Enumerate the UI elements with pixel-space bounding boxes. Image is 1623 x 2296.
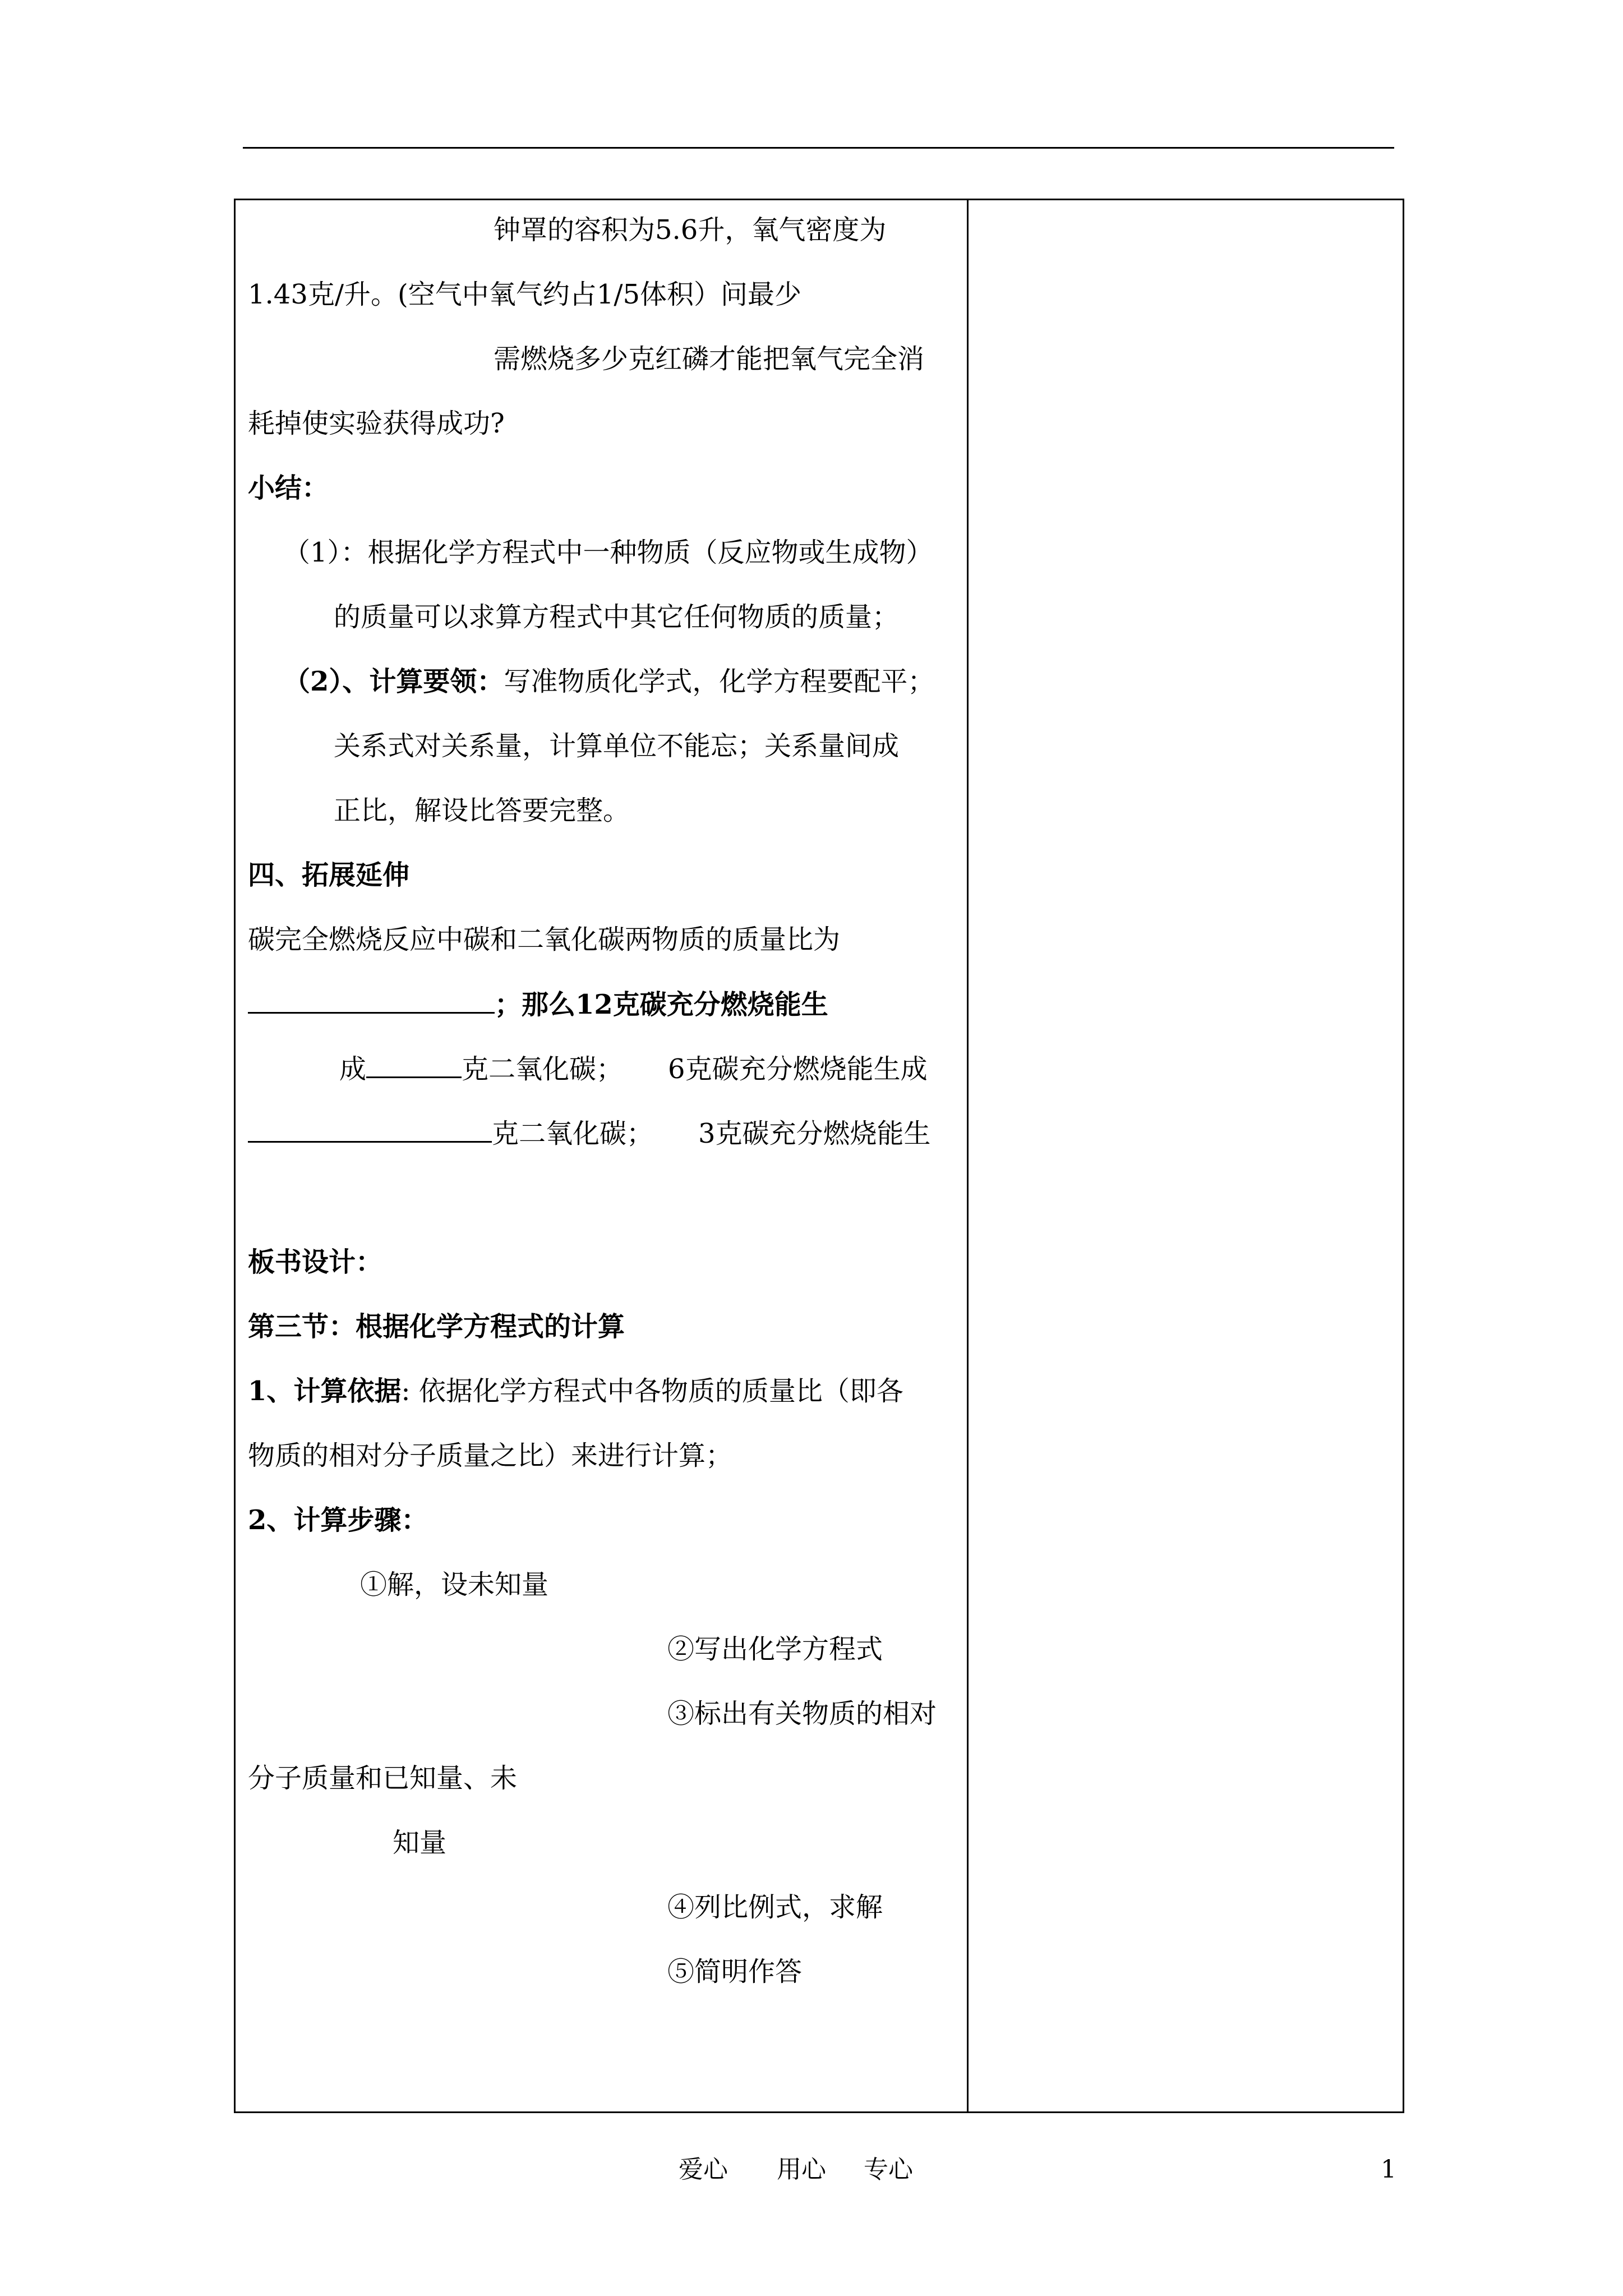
board-basis-line-1 xyxy=(248,1374,903,1408)
answer-blank-12g[interactable] xyxy=(366,1052,462,1078)
summary-point-2-line-1 xyxy=(283,665,934,698)
summary-point-2-line-2: 关系式对关系量，计算单位不能忘；关系量间成 xyxy=(334,730,900,762)
extension-heading: 四、拓展延伸 xyxy=(248,859,410,891)
problem-line-4: 耗掉使实验获得成功? xyxy=(248,408,505,439)
step-5: ⑤简明作答 xyxy=(667,1956,803,1987)
footer-motto-1: 爱心 xyxy=(679,2155,728,2184)
summary-point-1-line-2: 的质量可以求算方程式中其它任何物质的质量； xyxy=(334,601,900,633)
answer-blank-6g[interactable] xyxy=(248,1116,492,1143)
step-1: ①解，设未知量 xyxy=(360,1569,549,1600)
board-basis-label: 1、计算依据 xyxy=(248,1375,402,1407)
summary-point-1-line-1: （1）：根据化学方程式中一种物质（反应物或生成物） xyxy=(283,537,933,568)
step-3: ③标出有关物质的相对 xyxy=(667,1698,937,1729)
extension-line-3-question: 6克碳充分燃烧能生成 xyxy=(668,1053,928,1085)
summary-point-2-line-3: 正比，解设比答要完整。 xyxy=(334,795,630,826)
board-section-title: 第三节：根据化学方程式的计算 xyxy=(248,1311,625,1342)
board-steps-heading: 2、计算步骤： xyxy=(248,1504,428,1536)
footer-motto-2: 用心 xyxy=(777,2155,826,2184)
extension-line-3-unit: 克二氧化碳； xyxy=(462,1053,624,1085)
board-basis-line-2: 物质的相对分子质量之比）来进行计算； xyxy=(248,1440,733,1471)
problem-line-2: 1.43克/升。(空气中氧气约占1/5体积）问最少 xyxy=(248,279,802,310)
board-heading: 板书设计： xyxy=(248,1246,383,1278)
extension-line-2 xyxy=(248,987,828,1022)
summary-point-2-text: 写准物质化学式，化学方程要配平； xyxy=(504,666,935,697)
step-3-continued-1: 分子质量和已知量、未 xyxy=(248,1763,518,1794)
extension-line-4 xyxy=(248,1116,931,1151)
summary-point-2-label: （2）、计算要领： xyxy=(283,666,504,697)
extension-line-4-question: 3克碳充分燃烧能生 xyxy=(698,1118,931,1149)
board-basis-text: : 依据化学方程式中各物质的质量比（即各 xyxy=(401,1375,903,1407)
answer-blank-ratio[interactable] xyxy=(248,987,495,1014)
extension-line-3 xyxy=(339,1052,928,1086)
step-2: ②写出化学方程式 xyxy=(667,1634,883,1665)
extension-line-4-unit: 克二氧化碳； xyxy=(492,1118,654,1149)
step-3-continued-2: 知量 xyxy=(393,1827,447,1858)
table-column-divider xyxy=(967,199,969,2113)
problem-line-1: 钟罩的容积为5.6升，氧气密度为 xyxy=(494,214,887,246)
header-rule xyxy=(243,147,1394,149)
extension-line-1: 碳完全燃烧反应中碳和二氧化碳两物质的质量比为 xyxy=(248,924,841,955)
footer-motto-3: 专心 xyxy=(864,2155,913,2184)
summary-heading: 小结： xyxy=(248,472,329,504)
step-4: ④列比例式，求解 xyxy=(667,1892,883,1923)
problem-line-3: 需燃烧多少克红磷才能把氧气完全消 xyxy=(494,343,925,375)
extension-line-3-prefix: 成 xyxy=(339,1053,367,1085)
extension-line-2-text: ；那么12克碳充分燃烧能生 xyxy=(495,989,828,1020)
page-number: 1 xyxy=(1381,2155,1396,2184)
